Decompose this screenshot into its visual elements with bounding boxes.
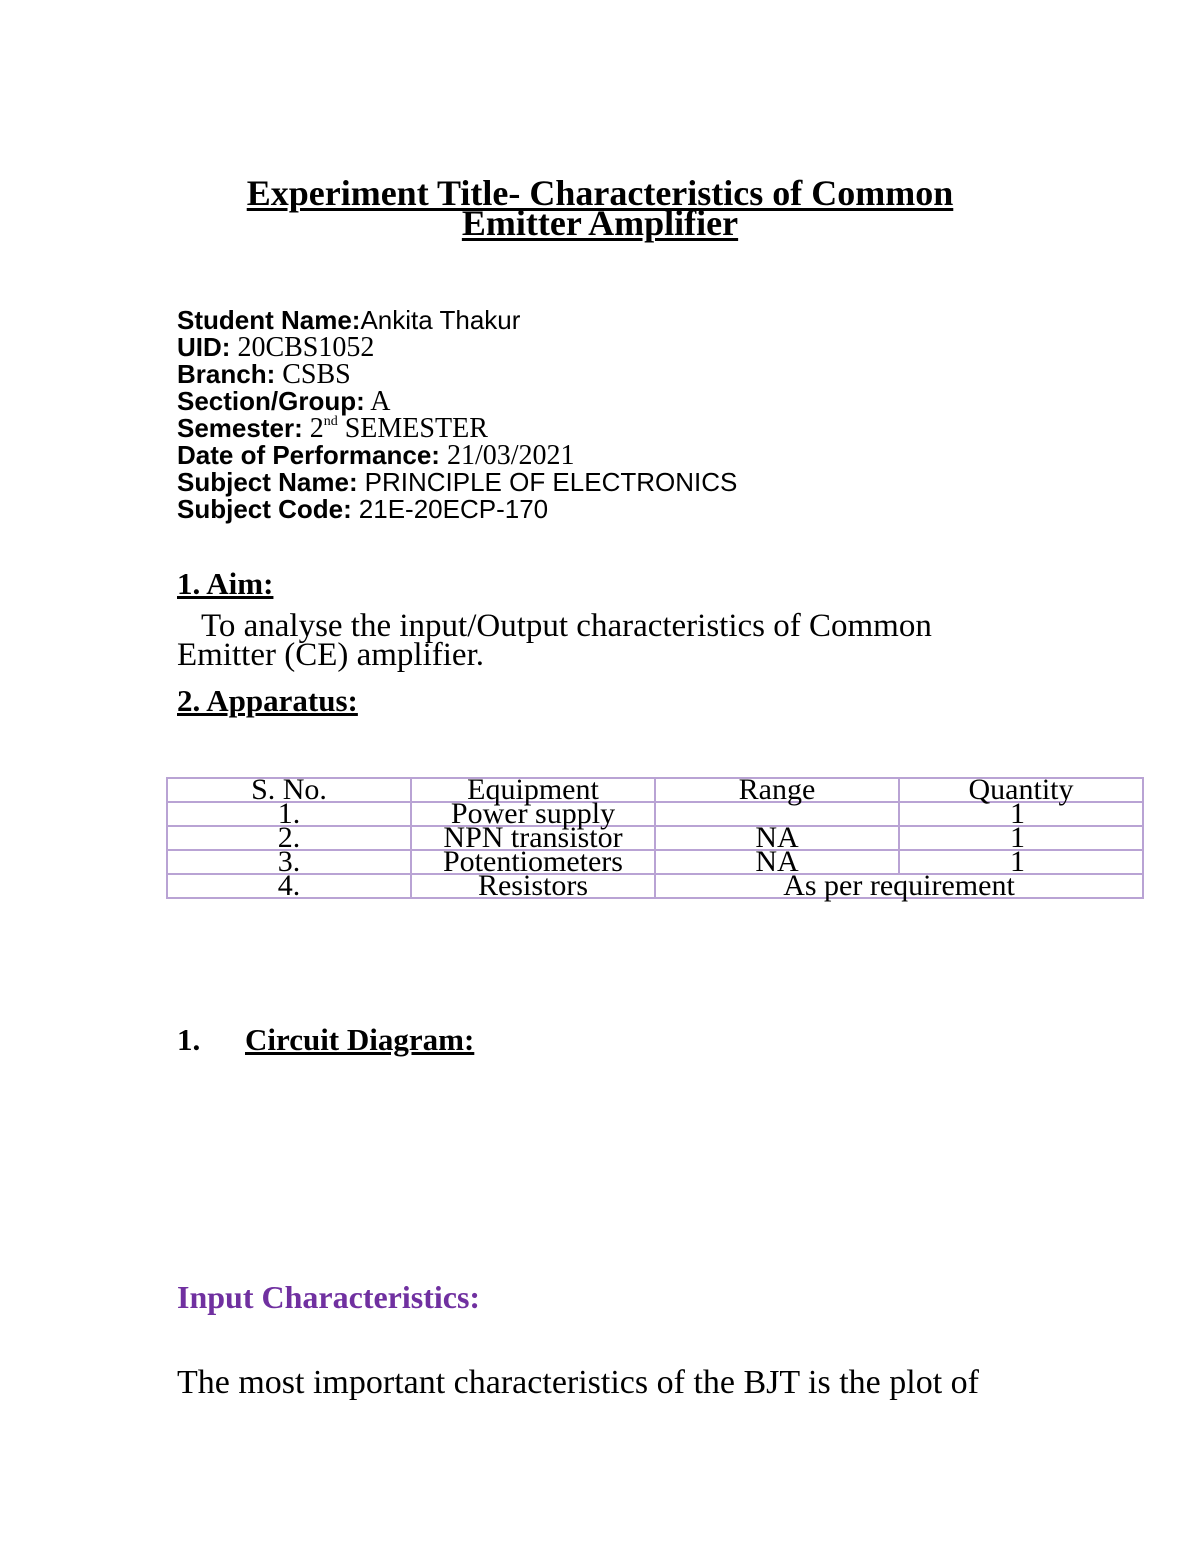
uid-value: 20CBS1052 [237,332,375,363]
apparatus-heading: 2. Apparatus: [177,683,358,718]
table-row [167,826,1143,850]
cell-sno: 2. [167,826,411,850]
branch-value: CSBS [282,359,351,390]
table-header-row [167,778,1143,802]
date-value: 21/03/2021 [446,440,575,471]
uid-row [177,334,737,361]
header-quantity: Quantity [899,778,1143,802]
semester-number: 2 [309,413,324,444]
cell-equipment: Resistors [411,874,655,898]
subject-name-label: Subject Name: [177,467,358,497]
student-name-row [177,307,737,334]
section-row [177,388,737,415]
subject-code-row [177,496,737,523]
cell-equipment: Potentiometers [411,850,655,874]
subject-code-value: 21E-20ECP-170 [358,494,549,524]
cell-sno: 1. [167,802,411,826]
cell-sno: 4. [167,874,411,898]
aim-line-1: To analyse the input/Output characteristics of Common [201,608,932,644]
aim-line-2: Emitter (CE) amplifier. [177,637,484,673]
semester-value: SEMESTER [344,413,488,444]
circuit-number: 1. [177,1022,201,1057]
cell-quantity: 1 [899,850,1143,874]
section-label: Section/Group: [177,386,365,416]
cell-sno: 3. [167,850,411,874]
input-characteristics-text: The most important characteristics of the BJT is the plot of [177,1364,979,1401]
experiment-title [150,173,1050,243]
title-line-2: Emitter Amplifier [461,203,739,243]
circuit-diagram-heading [177,1022,474,1058]
circuit-heading-text: Circuit Diagram: [245,1022,475,1057]
cell-range: NA [655,850,899,874]
aim-heading: 1. Aim: [177,566,274,601]
cell-range-quantity: As per requirement [655,874,1143,898]
header-sno: S. No. [167,778,411,802]
student-name-value: Ankita Thakur [360,305,521,335]
input-characteristics-heading: Input Characteristics: [177,1279,481,1315]
cell-quantity: 1 [899,802,1143,826]
aim-text [177,608,1017,673]
cell-quantity: 1 [899,826,1143,850]
subject-code-label: Subject Code: [177,494,352,524]
student-name-label: Student Name: [177,305,361,335]
apparatus-table [166,773,1144,902]
cell-equipment: NPN transistor [411,826,655,850]
cell-equipment: Power supply [411,802,655,826]
semester-label: Semester: [177,413,303,443]
semester-row [177,415,737,442]
student-details [177,307,737,523]
subject-name-row [177,469,737,496]
cell-range: NA [655,826,899,850]
header-equipment: Equipment [411,778,655,802]
date-row [177,442,737,469]
table-row [167,874,1143,898]
uid-label: UID: [177,332,231,362]
date-label: Date of Performance: [177,440,440,470]
branch-row [177,361,737,388]
subject-name-value: PRINCIPLE OF ELECTRONICS [364,467,738,497]
branch-label: Branch: [177,359,276,389]
header-range: Range [655,778,899,802]
title-line-1: Experiment Title- Characteristics of Common [246,173,954,213]
section-value: A [370,386,391,417]
semester-suffix: nd [323,414,338,429]
